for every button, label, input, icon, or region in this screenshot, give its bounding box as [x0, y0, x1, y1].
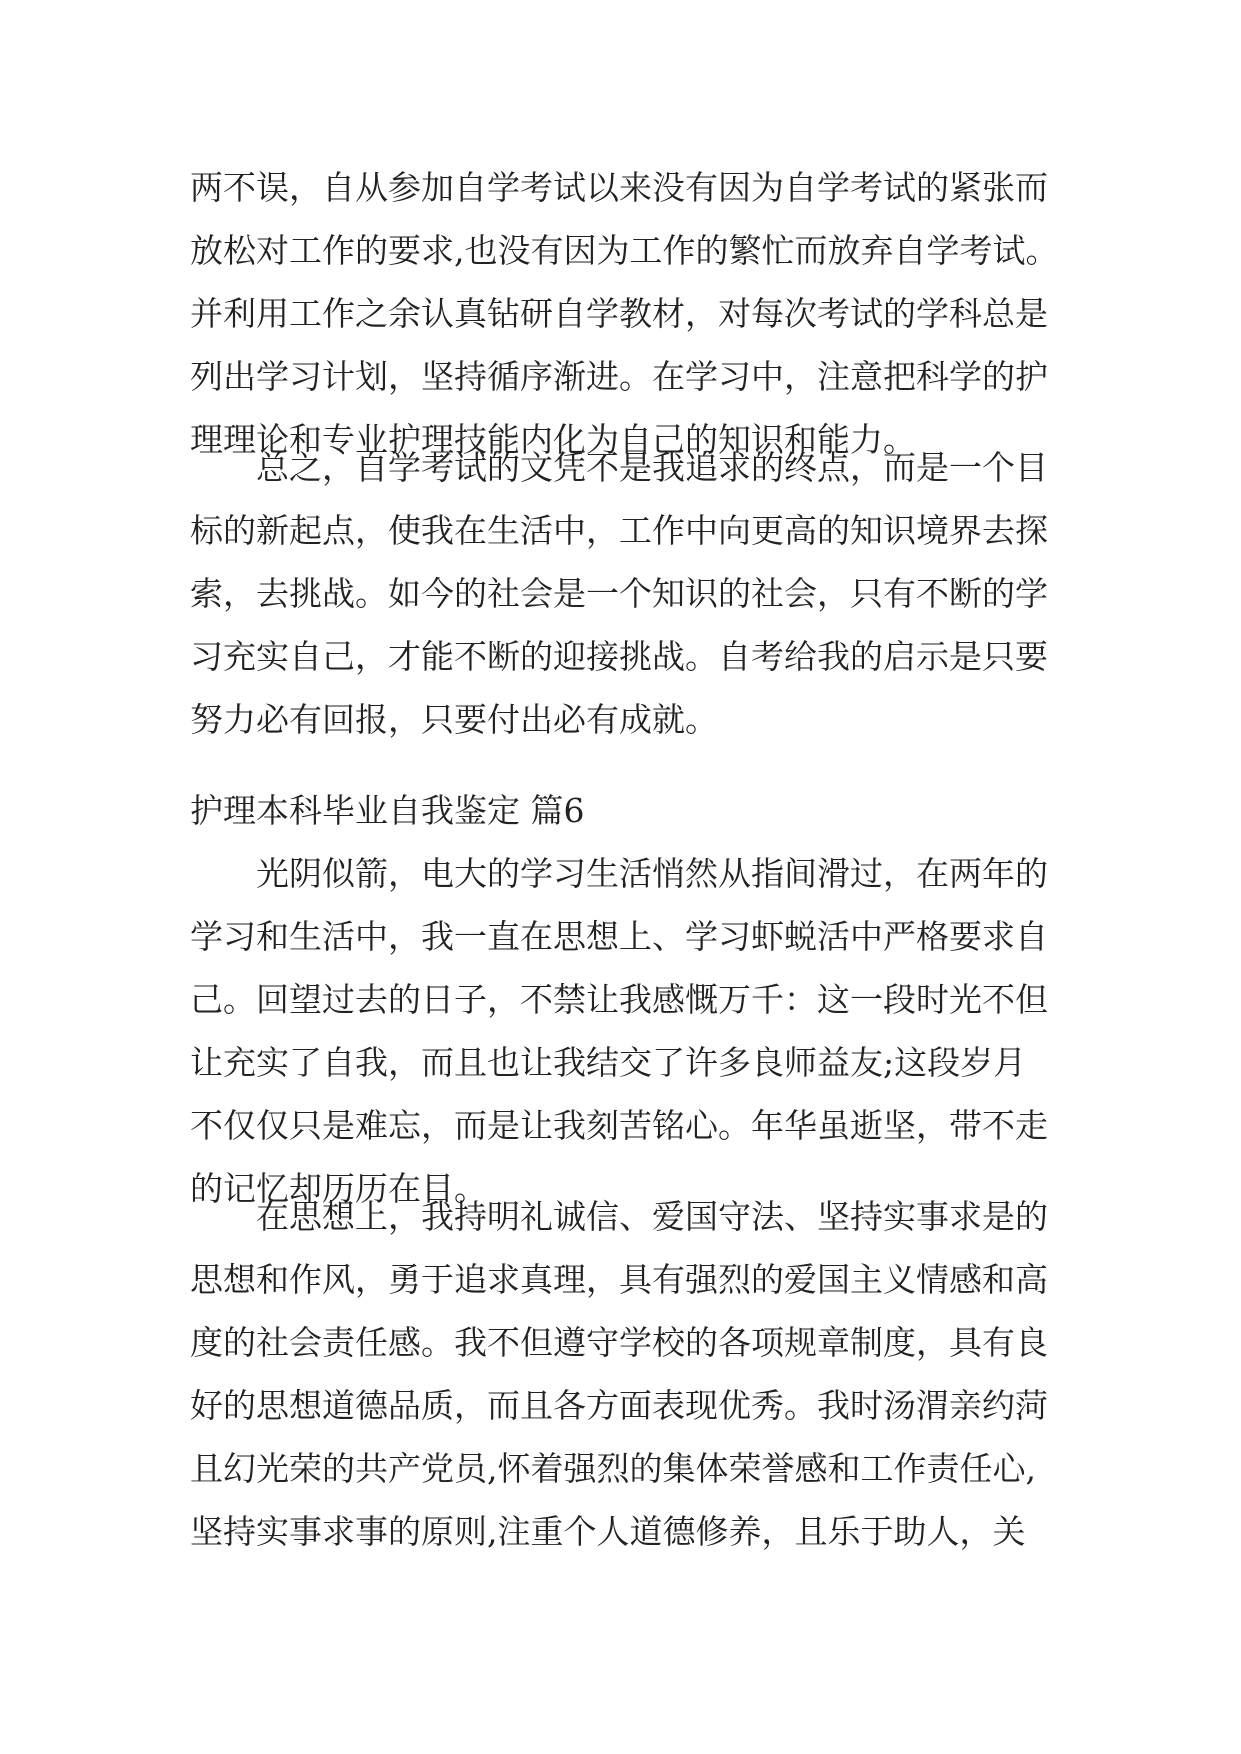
paragraph-thought [190, 1185, 1090, 1563]
text-line: 总之，自学考试的文凭不是我追求的终点，而是一个目 [256, 448, 1048, 487]
text-line: 列出学习计划，坚持循序渐进。在学习中，注意把科学的护 [190, 357, 1048, 396]
text-line: 度的社会责任感。我不但遵守学校的各项规章制度，具有良 [190, 1323, 1048, 1362]
text-line: 且幻光荣的共产党员,怀着强烈的集体荣誉感和工作责任心, [190, 1449, 1036, 1488]
text-line: 让充实了自我，而且也让我结交了许多良师益友;这段岁月 [190, 1043, 1027, 1082]
paragraph-conclusion [190, 436, 1090, 751]
text-line: 的记忆却历历在目。 [190, 1169, 487, 1208]
text-line: 学习和生活中，我一直在思想上、学习虾蜕活中严格要求自 [190, 917, 1048, 956]
section-heading [190, 779, 1090, 842]
text-line: 标的新起点，使我在生活中，工作中向更高的知识境界去探 [190, 511, 1048, 550]
text-line: 理理论和专业护理技能内化为自己的知识和能力。 [190, 420, 916, 459]
text-line: 努力必有回报，只要付出必有成就。 [190, 700, 718, 739]
text-line: 并利用工作之余认真钻研自学教材，对每次考试的学科总是 [190, 294, 1048, 333]
text-line: 光阴似箭，电大的学习生活悄然从指间滑过，在两年的 [256, 854, 1048, 893]
text-line: 好的思想道德品质，而且各方面表现优秀。我时汤渭亲约菏 [190, 1386, 1048, 1425]
paragraph-continuation [190, 156, 1090, 471]
text-line: 习充实自己，才能不断的迎接挑战。自考给我的启示是只要 [190, 637, 1048, 676]
text-line: 两不误，自从参加自学考试以来没有因为自学考试的紧张而 [190, 168, 1048, 207]
heading-text: 护理本科毕业自我鉴定 篇6 [190, 791, 585, 830]
text-line: 思想和作风，勇于追求真理，具有强烈的爱国主义情感和高 [190, 1260, 1048, 1299]
paragraph-intro [190, 842, 1090, 1220]
text-line: 坚持实事求事的原则,注重个人道德修养，且乐于助人，关 [190, 1512, 1026, 1551]
text-line: 索，去挑战。如今的社会是一个知识的社会，只有不断的学 [190, 574, 1048, 613]
text-line: 放松对工作的要求,也没有因为工作的繁忙而放弃自学考试。 [190, 231, 1059, 270]
text-line: 在思想上，我持明礼诚信、爱国守法、坚持实事求是的 [256, 1197, 1048, 1236]
text-line: 己。回望过去的日子，不禁让我感慨万千：这一段时光不但 [190, 980, 1048, 1019]
text-line: 不仅仅只是难忘，而是让我刻苦铭心。年华虽逝坚，带不走 [190, 1106, 1048, 1145]
